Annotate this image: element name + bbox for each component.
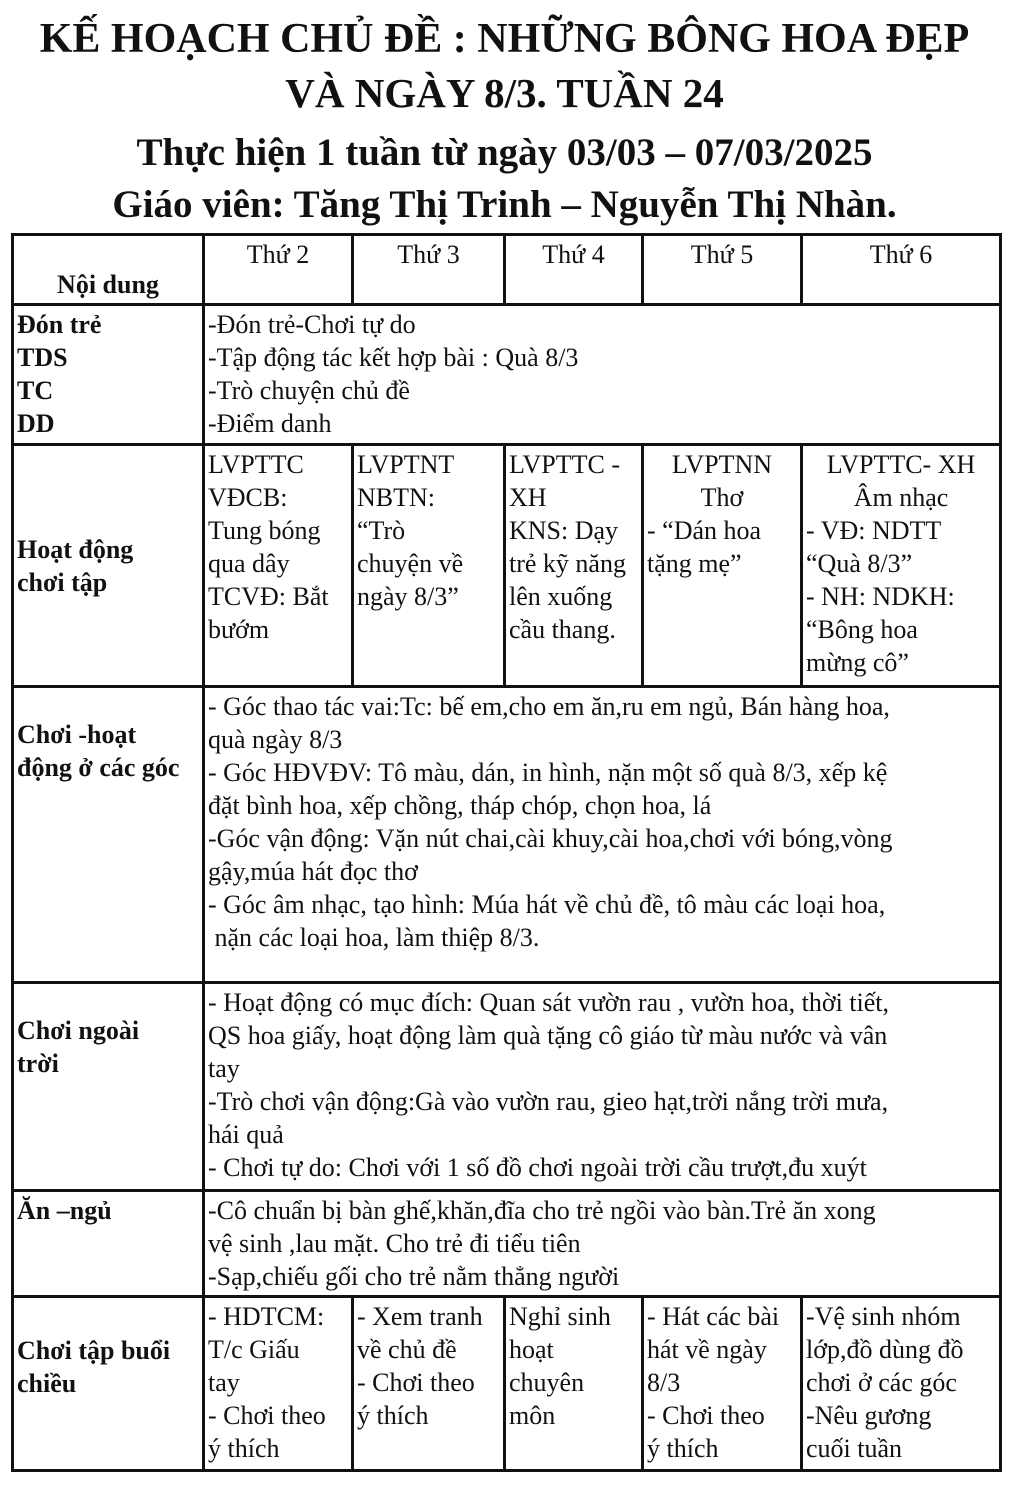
cell-line: LVPTNN [671, 450, 773, 479]
table-row-choi-ngoai-troi [13, 983, 1001, 1191]
afternoon-cell-thu-5 [643, 1297, 802, 1471]
content-line: - Góc HĐVĐV: Tô màu, dán, in hình, nặn một số quà 8/3, xếp kệ [208, 758, 888, 787]
cell-line: cầu thang. [509, 615, 616, 644]
content-line: - Góc thao tác vai:Tc: bế em,cho em ăn,ru em ngủ, Bán hàng hoa, [208, 692, 890, 721]
table-row-hoat-dong-choi-tap [13, 445, 1001, 687]
content-header-label: Nội dung [57, 270, 159, 299]
cell-line: tay [208, 1368, 240, 1397]
choi-ngoai-troi-content [204, 983, 1001, 1191]
content-line: vệ sinh ,lau mặt. Cho trẻ đi tiểu tiên [208, 1229, 581, 1258]
cell-line: “Trò [357, 516, 406, 545]
cell-line: - Chơi theo [357, 1368, 475, 1397]
row-label-line: động ở các góc [17, 753, 180, 782]
choi-goc-content [204, 687, 1001, 983]
afternoon-cell-thu-6 [802, 1297, 1001, 1471]
row-label-line: Chơi ngoài [17, 1016, 140, 1045]
cell-line: môn [509, 1401, 556, 1430]
cell-line: - VĐ: NDTT [806, 516, 942, 545]
day-header-thu-6: Thứ 6 [802, 235, 1001, 305]
don-tre-content [204, 305, 1001, 445]
content-line: nặn các loại hoa, làm thiệp 8/3. [208, 923, 540, 952]
row-label-line: TDS [17, 343, 68, 372]
cell-line: ý thích [357, 1401, 429, 1430]
table-row-choi-goc [13, 687, 1001, 983]
content-line: gậy,múa hát đọc thơ [208, 857, 418, 886]
row-label-line: trời [17, 1049, 59, 1078]
cell-line: mừng cô” [806, 648, 909, 677]
cell-line: - NH: NDKH: [806, 582, 955, 611]
content-line: -Trò chuyện chủ đề [208, 376, 410, 405]
cell-line: chơi ở các góc [806, 1368, 957, 1397]
cell-line: Tung bóng [208, 516, 321, 545]
content-line: - Góc âm nhạc, tạo hình: Múa hát về chủ đề, tô màu các loại hoa, [208, 890, 886, 919]
table-row-don-tre [13, 305, 1001, 445]
row-label-choi-goc [13, 687, 204, 983]
cell-line: tặng mẹ” [647, 549, 742, 578]
cell-line: - “Dán hoa [647, 516, 762, 545]
cell-line: -Vệ sinh nhóm [806, 1302, 961, 1331]
content-line: tay [208, 1054, 240, 1083]
row-label-choi-tap-chieu [13, 1297, 204, 1471]
cell-line: ý thích [647, 1434, 719, 1463]
activity-cell-thu-6 [802, 445, 1001, 687]
cell-line: Thơ [700, 483, 744, 512]
cell-line: - Hát các bài [647, 1302, 780, 1331]
activity-cell-thu-4 [505, 445, 643, 687]
plan-date-range: Thực hiện 1 tuần từ ngày 03/03 – 07/03/2025 [136, 131, 873, 174]
cell-line: lớp,đồ dùng đồ [806, 1335, 964, 1364]
row-label-line: chiều [17, 1369, 77, 1398]
content-line: -Góc vận động: Vặn nút chai,cài khuy,cài hoa,chơi với bóng,vòng [208, 824, 893, 853]
cell-line: LVPTNT [357, 450, 455, 479]
day-header-thu-2: Thứ 2 [204, 235, 353, 305]
day-header-thu-3: Thứ 3 [353, 235, 505, 305]
content-column-header [13, 235, 204, 305]
activity-cell-thu-3 [353, 445, 505, 687]
row-label-line: Hoạt động [17, 534, 134, 564]
plan-title-line-2: VÀ NGÀY 8/3. TUẦN 24 [285, 70, 724, 116]
content-line: -Sạp,chiếu gối cho trẻ nằm thẳng người [208, 1262, 620, 1291]
afternoon-cell-thu-3 [353, 1297, 505, 1471]
cell-line: - Chơi theo [647, 1401, 765, 1430]
cell-line: -Nêu gương [806, 1401, 932, 1430]
content-line: -Cô chuẩn bị bàn ghế,khăn,đĩa cho trẻ ngồi vào bàn.Trẻ ăn xong [208, 1196, 876, 1225]
content-line: -Tập động tác kết hợp bài : Quà 8/3 [208, 343, 579, 372]
plan-teachers: Giáo viên: Tăng Thị Trinh – Nguyễn Thị Nhàn. [112, 183, 897, 226]
row-label-line: Chơi tập buổi [17, 1336, 171, 1365]
cell-line: cuối tuần [806, 1434, 903, 1463]
cell-line: VĐCB: [208, 483, 288, 512]
row-label-don-tre [13, 305, 204, 445]
row-label-line: Đón trẻ [17, 310, 102, 339]
cell-line: “Bông hoa [806, 615, 918, 644]
activity-cell-thu-2 [204, 445, 353, 687]
cell-line: 8/3 [647, 1368, 681, 1397]
table-row-choi-tap-chieu [13, 1297, 1001, 1471]
content-line: hái quả [208, 1120, 284, 1149]
row-label-choi-ngoai-troi [13, 983, 204, 1191]
cell-line: KNS: Dạy [509, 516, 619, 545]
row-label-line: chơi tập [17, 567, 108, 597]
cell-line: hát về ngày [647, 1335, 767, 1364]
row-label-line: Chơi -hoạt [17, 720, 137, 749]
cell-line: Âm nhạc [853, 483, 949, 512]
row-label-line: TC [17, 376, 54, 405]
content-line: -Đón trẻ-Chơi tự do [208, 310, 416, 339]
cell-line: LVPTTC - [509, 450, 620, 479]
cell-line: chuyên [509, 1368, 585, 1397]
cell-line: NBTN: [357, 483, 435, 512]
content-line: -Điểm danh [208, 409, 332, 438]
cell-line: - Xem tranh [357, 1302, 483, 1331]
row-label-line: DD [17, 409, 55, 438]
cell-line: hoạt [509, 1335, 554, 1364]
row-label-line: Ăn –ngủ [17, 1196, 112, 1225]
weekly-plan-table [11, 233, 1002, 1472]
content-line: - Hoạt động có mục đích: Quan sát vườn rau , vườn hoa, thời tiết, [208, 988, 890, 1017]
cell-line: “Quà 8/3” [806, 549, 913, 578]
cell-line: TCVĐ: Bắt [208, 582, 329, 611]
day-header-thu-5: Thứ 5 [643, 235, 802, 305]
table-header-row [13, 235, 1001, 305]
cell-line: lên xuống [509, 582, 613, 611]
content-line: - Chơi tự do: Chơi với 1 số đồ chơi ngoài trời cầu trượt,đu xuýt [208, 1153, 867, 1182]
cell-line: LVPTTC- XH [826, 450, 976, 479]
cell-line: trẻ kỹ năng [509, 549, 626, 578]
day-header-thu-4: Thứ 4 [505, 235, 643, 305]
cell-line: ý thích [208, 1434, 280, 1463]
cell-line: LVPTTC [208, 450, 304, 479]
content-line: quà ngày 8/3 [208, 725, 343, 754]
cell-line: ngày 8/3” [357, 582, 459, 611]
cell-line: T/c Giấu [208, 1335, 300, 1364]
cell-line: bướm [208, 615, 270, 644]
an-ngu-content [204, 1191, 1001, 1297]
cell-line: chuyện về [357, 549, 464, 578]
cell-line: XH [509, 483, 547, 512]
content-line: đặt bình hoa, xếp chồng, tháp chóp, chọn hoa, lá [208, 791, 712, 820]
cell-line: về chủ đề [357, 1335, 457, 1364]
cell-line: - HDTCM: [208, 1302, 325, 1331]
afternoon-cell-thu-2 [204, 1297, 353, 1471]
table-row-an-ngu [13, 1191, 1001, 1297]
row-label-an-ngu [13, 1191, 204, 1297]
cell-line: qua dây [208, 549, 290, 578]
activity-cell-thu-5 [643, 445, 802, 687]
row-label-hoat-dong-choi-tap [13, 445, 204, 687]
afternoon-cell-thu-4 [505, 1297, 643, 1471]
cell-line: Nghỉ sinh [509, 1302, 611, 1331]
content-line: QS hoa giấy, hoạt động làm quà tặng cô giáo từ màu nước và vân [208, 1021, 888, 1050]
content-line: -Trò chơi vận động:Gà vào vườn rau, gieo hạt,trời nắng trời mưa, [208, 1087, 889, 1116]
plan-title-line-1: KẾ HOẠCH CHỦ ĐỀ : NHỮNG BÔNG HOA ĐẸP [39, 16, 970, 62]
cell-line: - Chơi theo [208, 1401, 326, 1430]
